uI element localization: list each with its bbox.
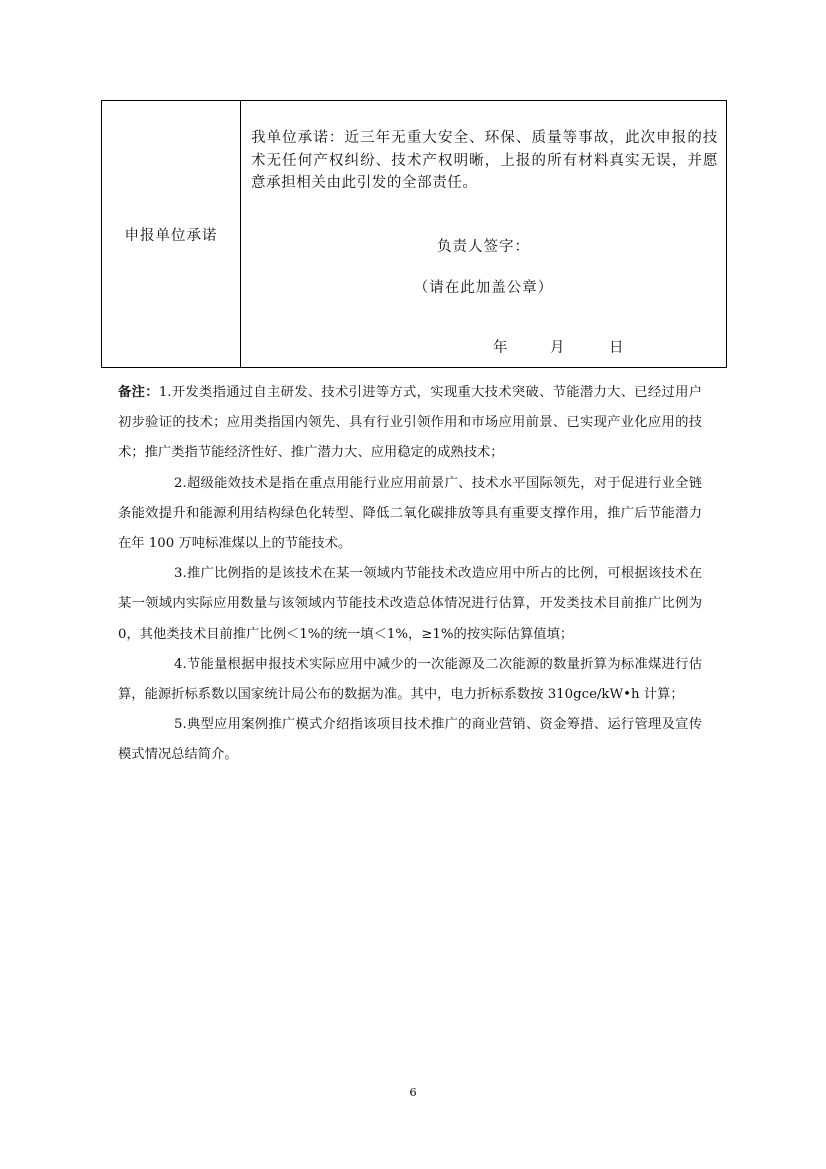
note-item-4: 4.节能量根据申报技术实际应用中减少的一次能源及二次能源的数量折算为标准煤进行估算，能源折标系数以国家统计局公布的数据为准。其中，电力折标系数按 310gce/kW•h 计算； [118,656,702,703]
notes-section [118,378,702,771]
notes-heading: 备注： [118,385,159,400]
date-month: 月 [550,340,565,356]
pledge-content-cell [241,101,727,368]
note-item-2: 2.超级能效技术是指在重点用能行业应用前景广、技术水平国际领先，对于促进行业全链条能效提升和能源利用结构绿色化转型、降低二氧化碳排放等具有重要支撑作用，推广后节能潜力在年 100 万吨标准煤以上的节能技术。 [118,475,702,552]
note-item-3: 3.推广比例指的是该技术在某一领域内节能技术改造应用中所占的比例，可根据该技术在某一领域内实际应用数量与该领域内节能技术改造总体情况进行估算，开发类技术目前推广比例为 0，其他类技术目前推广比例＜1%的统一填＜1%，≥1%的按实际估算值填； [118,566,702,642]
signature-label: 负责人签字： [437,239,530,255]
pledge-label: 申报单位承诺 [102,101,241,368]
date-year: 年 [493,340,508,356]
page-number: 6 [409,1085,417,1099]
pledge-table [101,100,727,368]
date-day: 日 [609,340,624,356]
note-item-1 [118,378,702,469]
note-text-1: 1.开发类指通过自主研发、技术引进等方式，实现重大技术突破、节能潜力大、已经过用户初步验证的技术；应用类指国内领先、具有行业引领作用和市场应用前景、已实现产业化应用的技术；推广类指节能经济性好、推广潜力大、应用稳定的成熟技术； [118,385,703,461]
seal-instruction: （请在此加盖公章） [413,280,554,296]
note-item-5: 5.典型应用案例推广模式介绍指该项目技术推广的商业营销、资金筹措、运行管理及宣传模式情况总结简介。 [118,717,702,763]
promise-text: 我单位承诺：近三年无重大安全、环保、质量等事故，此次申报的技术无任何产权纠纷、技术产权明晰，上报的所有材料真实无误，并愿意承担相关由此引发的全部责任。 [251,130,718,191]
